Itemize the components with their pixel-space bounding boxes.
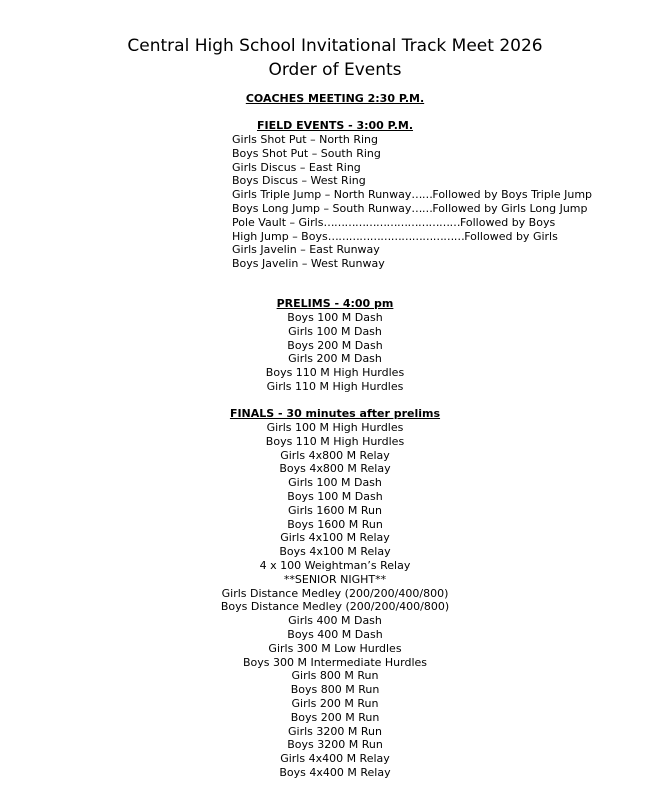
field-event-name: Pole Vault – Girls xyxy=(232,215,324,229)
leader-dots: …… xyxy=(411,188,433,202)
final-event-item: Girls 100 M Dash xyxy=(288,476,382,490)
field-events-heading: FIELD EVENTS - 3:00 P.M. xyxy=(256,119,414,132)
field-event-name: Girls Discus – East Ring xyxy=(232,160,361,174)
prelim-event-item: Girls 100 M Dash xyxy=(288,324,382,338)
final-event-item: Girls 1600 M Run xyxy=(288,503,382,517)
final-event-item: 4 x 100 Weightman’s Relay xyxy=(259,558,411,572)
prelims-heading: PRELIMS - 4:00 pm xyxy=(276,297,394,310)
prelims-list xyxy=(0,311,670,394)
field-event-item xyxy=(232,216,592,230)
field-event-item xyxy=(232,174,592,188)
meet-subtitle: Order of Events xyxy=(268,60,402,80)
final-event-item: Boys 4x800 M Relay xyxy=(279,462,391,476)
final-event-item: Boys 3200 M Run xyxy=(287,738,383,752)
final-event-item: Boys 110 M High Hurdles xyxy=(265,434,405,448)
field-event-item xyxy=(232,161,592,175)
finals-heading: FINALS - 30 minutes after prelims xyxy=(229,407,441,420)
field-event-name: High Jump – Boys xyxy=(232,229,328,243)
final-event-item: Girls 3200 M Run xyxy=(288,724,382,738)
field-event-item xyxy=(232,147,592,161)
prelim-event-item: Boys 200 M Dash xyxy=(287,338,383,352)
field-event-item xyxy=(232,133,592,147)
final-event-item: Boys 200 M Run xyxy=(290,710,380,724)
field-event-followup: Followed by Girls xyxy=(464,229,558,243)
final-event-item: Boys 100 M Dash xyxy=(287,489,383,503)
final-event-item: Boys 4x400 M Relay xyxy=(279,765,391,779)
field-events-list xyxy=(232,133,592,271)
final-event-item: Girls 4x800 M Relay xyxy=(280,448,390,462)
prelim-event-item: Boys 100 M Dash xyxy=(287,311,383,324)
final-event-item: Boys 300 M Intermediate Hurdles xyxy=(242,655,428,669)
leader-dots: ………………………………… xyxy=(323,215,460,229)
field-event-name: Boys Javelin – West Runway xyxy=(232,257,385,271)
final-event-item: Boys 800 M Run xyxy=(290,683,380,697)
final-event-item: Boys 400 M Dash xyxy=(287,627,383,641)
prelim-event-item: Boys 110 M High Hurdles xyxy=(265,366,405,380)
field-event-followup: Followed by Girls Long Jump xyxy=(432,201,588,215)
final-event-item: Girls Distance Medley (200/200/400/800) xyxy=(221,586,449,600)
field-event-followup: Followed by Boys Triple Jump xyxy=(432,188,593,202)
field-event-name: Boys Long Jump – South Runway xyxy=(232,201,412,215)
field-event-item xyxy=(232,243,592,257)
leader-dots: …… xyxy=(411,201,433,215)
final-event-item: Boys Distance Medley (200/200/400/800) xyxy=(220,600,450,614)
leader-dots: ………………………………… xyxy=(327,229,465,243)
prelim-event-item: Girls 110 M High Hurdles xyxy=(266,379,404,393)
field-event-name: Boys Shot Put – South Ring xyxy=(232,146,381,160)
field-event-item xyxy=(232,188,592,202)
final-event-item: Girls 100 M High Hurdles xyxy=(266,421,404,434)
field-event-item xyxy=(232,202,592,216)
coaches-meeting-heading: COACHES MEETING 2:30 P.M. xyxy=(245,92,425,105)
field-event-item xyxy=(232,230,592,244)
final-event-item: Girls 300 M Low Hurdles xyxy=(268,641,402,655)
final-event-item: Girls 200 M Run xyxy=(291,696,379,710)
meet-title: Central High School Invitational Track Meet 2026 xyxy=(127,36,543,56)
final-event-item: Girls 4x100 M Relay xyxy=(280,531,390,545)
field-event-item xyxy=(232,257,592,271)
prelim-event-item: Girls 200 M Dash xyxy=(288,352,382,366)
field-event-name: Boys Discus – West Ring xyxy=(232,174,366,188)
field-event-name: Girls Shot Put – North Ring xyxy=(232,133,379,146)
final-event-item: Girls 800 M Run xyxy=(291,669,379,683)
final-event-item: Boys 4x100 M Relay xyxy=(279,545,391,559)
final-event-item: Girls 400 M Dash xyxy=(288,614,382,628)
document-title xyxy=(0,34,670,82)
finals-list xyxy=(0,421,670,780)
final-event-item: Boys 1600 M Run xyxy=(287,517,383,531)
field-event-name: Girls Javelin – East Runway xyxy=(232,243,380,257)
final-event-item: Girls 4x400 M Relay xyxy=(280,752,390,766)
field-event-name: Girls Triple Jump – North Runway xyxy=(232,188,412,202)
field-event-followup: Followed by Boys xyxy=(459,215,556,229)
final-event-item: **SENIOR NIGHT** xyxy=(283,572,387,586)
